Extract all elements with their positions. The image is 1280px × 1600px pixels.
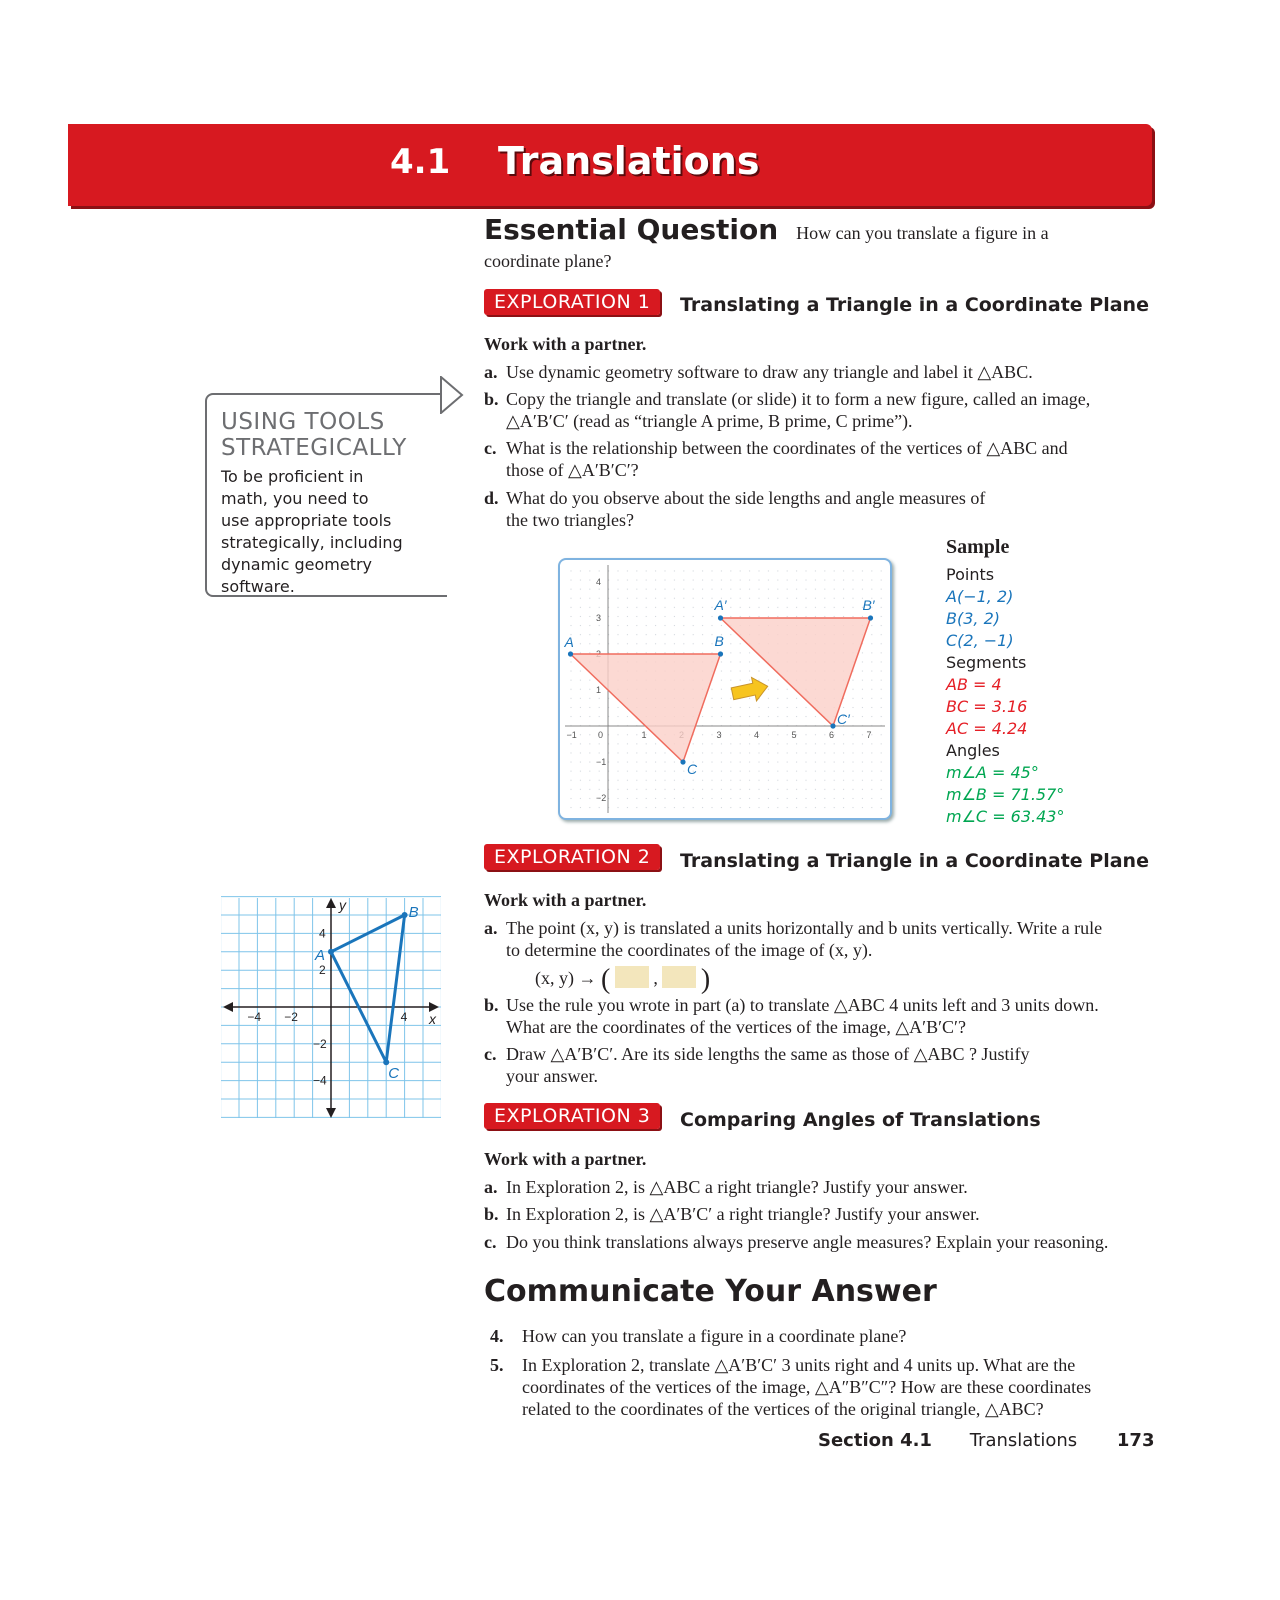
question-number: 5.: [490, 1355, 504, 1375]
exploration1-badge-label: EXPLORATION 1: [484, 289, 660, 315]
item-label: a.: [484, 1177, 498, 1197]
exploration2-item-c: [484, 1043, 1134, 1087]
x-tick-label: −4: [247, 1010, 262, 1024]
item-text-2: △A′B′C′ (read as “triangle A prime, B prime, C prime”).: [506, 411, 913, 431]
segment-ab: AB = 4: [946, 675, 1002, 694]
tools-box-top-connector: [398, 393, 442, 395]
item-text: Use the rule you wrote in part (a) to translate △ABC 4 units left and 3 units down.: [506, 995, 1099, 1015]
item-label: c.: [484, 1044, 497, 1064]
vertex-point: [568, 651, 573, 656]
item-text: Do you think translations always preserve angle measures? Explain your reasoning.: [506, 1232, 1109, 1252]
label-c-prime: C′: [837, 711, 850, 727]
exploration3-item-b: [484, 1203, 1134, 1225]
label-b-prime: B′: [862, 597, 875, 613]
x-tick-label: 4: [400, 1010, 408, 1024]
sample-title: Sample: [946, 536, 1010, 558]
vertex-point: [830, 723, 835, 728]
y-tick-label: −1: [596, 757, 607, 767]
item-text: Use dynamic geometry software to draw any triangle and label it △ABC.: [506, 362, 1033, 382]
grid-label-c: C: [388, 1065, 400, 1083]
angle-c: m∠C = 63.43°: [946, 807, 1065, 826]
x-tick-label: 5: [791, 730, 797, 740]
angle-b: m∠B = 71.57°: [946, 785, 1065, 804]
item-label: a.: [484, 918, 498, 938]
item-label: b.: [484, 995, 499, 1015]
y-tick-label: −2: [596, 793, 607, 803]
translation-graph-svg: [560, 560, 890, 818]
question-text: How can you translate a figure in a coordinate plane?: [522, 1326, 907, 1346]
item-label: c.: [484, 1232, 497, 1252]
label-b: B: [714, 633, 724, 649]
exploration2-grid: [221, 896, 441, 1120]
grid-label-a: A: [315, 946, 326, 964]
y-axis-label: y: [339, 897, 346, 913]
question-number: 4.: [490, 1326, 504, 1346]
using-tools-heading-1: USING TOOLS: [221, 409, 385, 435]
exploration3-title: Comparing Angles of Translations: [680, 1109, 1041, 1131]
footer-title: Translations: [969, 1430, 1078, 1451]
point-c: C(2, −1): [946, 631, 1014, 650]
rule-lhs: (x, y) →: [535, 968, 597, 988]
y-tick-label: 2: [319, 963, 326, 978]
exploration2-item-a: [484, 917, 1134, 961]
y-tick-label: 1: [596, 685, 602, 695]
section-number: 4.1: [390, 142, 451, 182]
point-a: A(−1, 2): [946, 587, 1014, 606]
essential-question-text: How can you translate a figure in a: [796, 223, 1049, 243]
vertex-point: [328, 949, 334, 955]
y-axis-up-arrow-icon: [326, 898, 336, 908]
point-b: B(3, 2): [946, 609, 1000, 628]
question-text: In Exploration 2, translate △A′B′C′ 3 units right and 4 units up. What are the: [522, 1355, 1076, 1375]
label-c: C: [687, 761, 698, 777]
item-text: What do you observe about the side lengths and angle measures of: [506, 488, 986, 508]
item-text: Draw △A′B′C′. Are its side lengths the same as those of △ABC ? Justify: [506, 1044, 1030, 1064]
sample-panel: [946, 534, 1064, 828]
tools-line: strategically, including: [221, 533, 403, 552]
exploration2-item-b: [484, 994, 1134, 1038]
exploration1-item-d: [484, 487, 1124, 531]
x-tick-label: 3: [716, 730, 722, 740]
essential-question-label: Essential Question: [484, 213, 779, 246]
item-text-2: the two triangles?: [506, 510, 634, 530]
y-tick-label: 4: [319, 926, 326, 941]
exploration1-item-a: [484, 361, 1124, 383]
exploration2-intro: Work with a partner.: [484, 890, 647, 910]
exploration2-title: Translating a Triangle in a Coordinate Plane: [680, 850, 1149, 872]
angles-label: Angles: [946, 741, 1000, 760]
x-tick-label: −1: [566, 730, 577, 740]
rule-answer-box-y[interactable]: [662, 966, 696, 988]
tools-line: dynamic geometry: [221, 555, 373, 574]
section-banner: [68, 124, 1152, 206]
x-axis-left-arrow-icon: [223, 1002, 233, 1012]
item-text-2: to determine the coordinates of the image of (x, y).: [506, 940, 873, 960]
y-tick-label: −2: [313, 1036, 327, 1051]
pointer-arrow-icon: [440, 376, 464, 414]
item-label: a.: [484, 362, 498, 382]
x-tick-label: 1: [641, 730, 647, 740]
footer-page-number: 173: [1116, 1430, 1155, 1451]
vertex-point: [718, 615, 723, 620]
y-tick-label: −4: [313, 1073, 327, 1088]
exploration2-badge-label: EXPLORATION 2: [484, 844, 660, 870]
exploration2-badge: [484, 846, 660, 868]
x-tick-label: 0: [598, 730, 604, 740]
rule-expression: [535, 964, 711, 995]
segment-bc: BC = 3.16: [946, 697, 1028, 716]
item-text: The point (x, y) is translated a units horizontally and b units vertically. Write a rule: [506, 918, 1103, 938]
y-tick-label: 4: [596, 577, 602, 587]
item-label: b.: [484, 1204, 499, 1224]
tools-line: software.: [221, 577, 295, 596]
item-text-2: What are the coordinates of the vertices of the image, △A′B′C′?: [506, 1017, 966, 1037]
tools-line: math, you need to: [221, 489, 369, 508]
y-axis-down-arrow-icon: [326, 1108, 336, 1118]
exploration3-badge: [484, 1105, 660, 1127]
page-title: Translations: [498, 139, 760, 183]
grid-label-b: B: [408, 904, 419, 921]
exploration3-intro: Work with a partner.: [484, 1149, 647, 1169]
x-tick-label: 6: [829, 730, 835, 740]
item-text-2: those of △A′B′C′?: [506, 460, 639, 480]
rule-comma: ,: [653, 968, 658, 988]
question-5: [490, 1354, 1130, 1420]
points-label: Points: [946, 565, 995, 584]
item-text-2: your answer.: [506, 1066, 598, 1086]
dynamic-geometry-graph: [558, 558, 892, 820]
item-text: In Exploration 2, is △ABC a right triangle? Justify your answer.: [506, 1177, 968, 1197]
vertex-point: [402, 912, 408, 918]
vertex-point: [868, 615, 873, 620]
item-label: d.: [484, 488, 499, 508]
using-tools-heading-2: STRATEGICALLY: [221, 435, 407, 461]
item-text: What is the relationship between the coordinates of the vertices of △ABC and: [506, 438, 1068, 458]
label-a: A: [564, 634, 574, 650]
item-text: In Exploration 2, is △A′B′C′ a right triangle? Justify your answer.: [506, 1204, 980, 1224]
angle-a: m∠A = 45°: [946, 763, 1039, 782]
x-tick-label: 4: [754, 730, 760, 740]
rule-answer-box-x[interactable]: [615, 966, 649, 988]
label-a-prime: A′: [714, 597, 727, 613]
exploration1-badge: [484, 291, 660, 313]
exploration1-item-b: [484, 388, 1124, 432]
question-4: [490, 1325, 1130, 1347]
essential-question: [484, 213, 1124, 246]
x-tick-label: −2: [284, 1010, 298, 1024]
question-text-2: coordinates of the vertices of the image, △A″B″C″? How are these coordinates: [522, 1377, 1092, 1397]
vertex-point: [718, 651, 723, 656]
exploration1-item-c: [484, 437, 1124, 481]
using-tools-body: [221, 466, 403, 598]
tools-line: To be proficient in: [221, 467, 364, 486]
item-label: c.: [484, 438, 497, 458]
segment-ac: AC = 4.24: [946, 719, 1028, 738]
page-footer: [818, 1430, 1154, 1451]
exploration1-title: Translating a Triangle in a Coordinate Plane: [680, 294, 1149, 316]
rule-close-paren: ): [700, 964, 711, 995]
vertex-point: [680, 759, 685, 764]
question-text-3: related to the coordinates of the vertices of the original triangle, △ABC?: [522, 1399, 1044, 1419]
x-tick-label: 7: [866, 730, 872, 740]
item-label: b.: [484, 389, 499, 409]
communicate-heading: Communicate Your Answer: [484, 1274, 937, 1309]
exploration3-item-a: [484, 1176, 1134, 1198]
rule-open-paren: (: [601, 964, 611, 995]
using-tools-heading: [221, 409, 407, 461]
x-axis-label: x: [429, 1011, 436, 1027]
exploration3-badge-label: EXPLORATION 3: [484, 1103, 660, 1129]
essential-question-text-2: coordinate plane?: [484, 251, 612, 271]
y-tick-label: 3: [596, 613, 602, 623]
tools-line: use appropriate tools: [221, 511, 392, 530]
exploration1-intro: Work with a partner.: [484, 334, 647, 354]
item-text: Copy the triangle and translate (or slide) it to form a new figure, called an image,: [506, 389, 1091, 409]
exploration3-item-c: [484, 1231, 1134, 1253]
segments-label: Segments: [946, 653, 1027, 672]
footer-section: Section 4.1: [818, 1430, 932, 1451]
